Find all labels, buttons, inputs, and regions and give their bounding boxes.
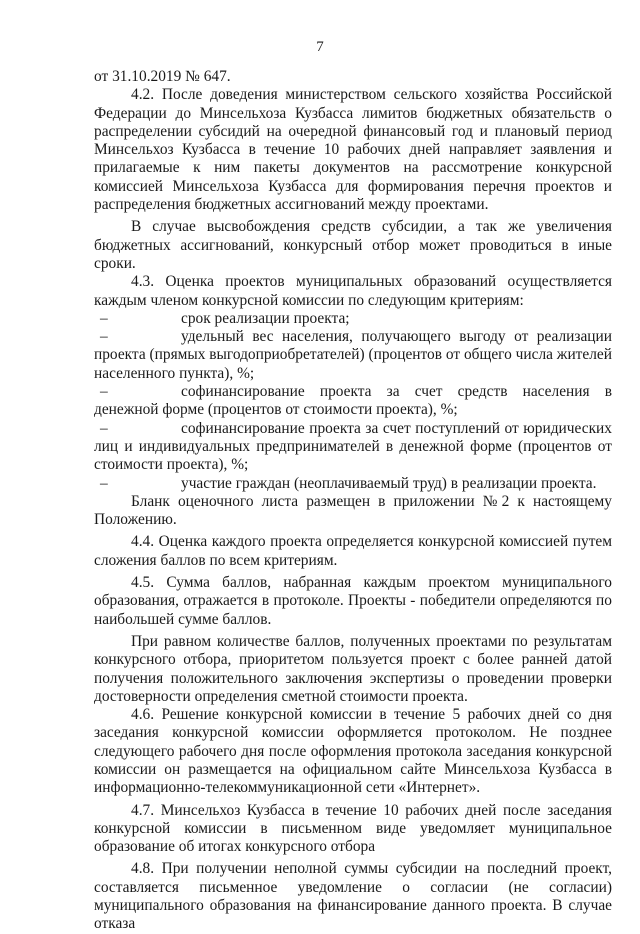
criterion-text: софинансирование проекта за счет средств населения в денежной форме (процентов от стоимости проекта), %; [94,383,612,419]
paragraph-4-4: 4.4. Оценка каждого проекта определяется конкурсной комиссией путем сложения баллов по всем критериям. [94,533,612,569]
paragraph-4-6: 4.6. Решение конкурсной комиссии в течение 5 рабочих дней со дня заседания конкурсной комиссии оформляется протоколом. Не позднее следующего рабочего дня после оформления протокола заседания конкурсной комиссии он размещается на официальном сайте Минсельхоза Кузбасса в информационно-телекоммуникационной сети «Интернет». [94,706,612,797]
document-body [94,68,612,934]
list-dash: – [100,474,108,492]
criterion-text: удельный вес населения, получающего выгоду от реализации проекта (прямых выгодоприобретателей) (процентов от общего числа жителей населенного пункта), %; [94,328,612,382]
criterion-text: срок реализации проекта; [181,309,350,327]
paragraph-4-8: 4.8. При получении неполной суммы субсидии на последний проект, составляется письменное уведомление о согласии (не согласии) муниципального образования на финансирование данного проекта. В случае отказа [94,860,612,933]
paragraph-funds-release: В случае высвобождения средств субсидии, а так же увеличения бюджетных ассигнований, конкурсный отбор может проводиться в иные сроки. [94,218,612,272]
criterion-item [94,310,612,328]
list-dash: – [100,419,108,437]
paragraph-blank-form: Бланк оценочного листа размещен в приложении №2 к настоящему Положению. [94,492,612,529]
list-dash: – [100,383,108,401]
criterion-item [94,328,612,383]
paragraph-4-2: 4.2. После доведения министерством сельского хозяйства Российской Федерации до Минсельхоза Кузбасса лимитов бюджетных обязательств о распределении субсидий на очередной финансовый год и плановый период Минсельхоз Кузбасса в течение 10 рабочих дней направляет заявления и прилагаемые к ним пакеты документов на рассмотрение конкурсной комиссией Минсельхоза Кузбасса для формирования перечня проектов и распределения бюджетных ассигнований между проектами. [94,86,612,214]
criterion-item [94,475,612,493]
criterion-text: участие граждан (неоплачиваемый труд) в реализации проекта. [181,474,597,492]
list-dash: – [100,309,108,327]
paragraph-4-5: 4.5. Сумма баллов, набранная каждым проектом муниципального образования, отражается в протоколе. Проекты - победители определяются по наибольшей сумме баллов. [94,574,612,628]
criterion-text: софинансирование проекта за счет поступлений от юридических лиц и индивидуальных предпринимателей в денежной форме (процентов от стоимости проекта), %; [94,419,612,474]
paragraph-equal-points: При равном количестве баллов, полученных проектами по результатам конкурсного отбора, приоритетом пользуется проект с более ранней датой получения положительного заключения экспертизы о проведении проверки достоверности определения сметной стоимости проекта. [94,632,612,705]
paragraph-4-3: 4.3. Оценка проектов муниципальных образований осуществляется каждым членом конкурсной комиссии по следующим критериям: [94,273,612,309]
criterion-item [94,383,612,420]
list-dash: – [100,328,108,346]
criterion-item [94,420,612,475]
paragraph-continuation: от 31.10.2019 № 647. [94,68,231,85]
paragraph-4-7: 4.7. Минсельхоз Кузбасса в течение 10 рабочих дней после заседания конкурсной комиссии в письменном виде уведомляет муниципальное образование об итогах конкурсного отбора [94,801,612,856]
page-number: 7 [316,39,324,55]
